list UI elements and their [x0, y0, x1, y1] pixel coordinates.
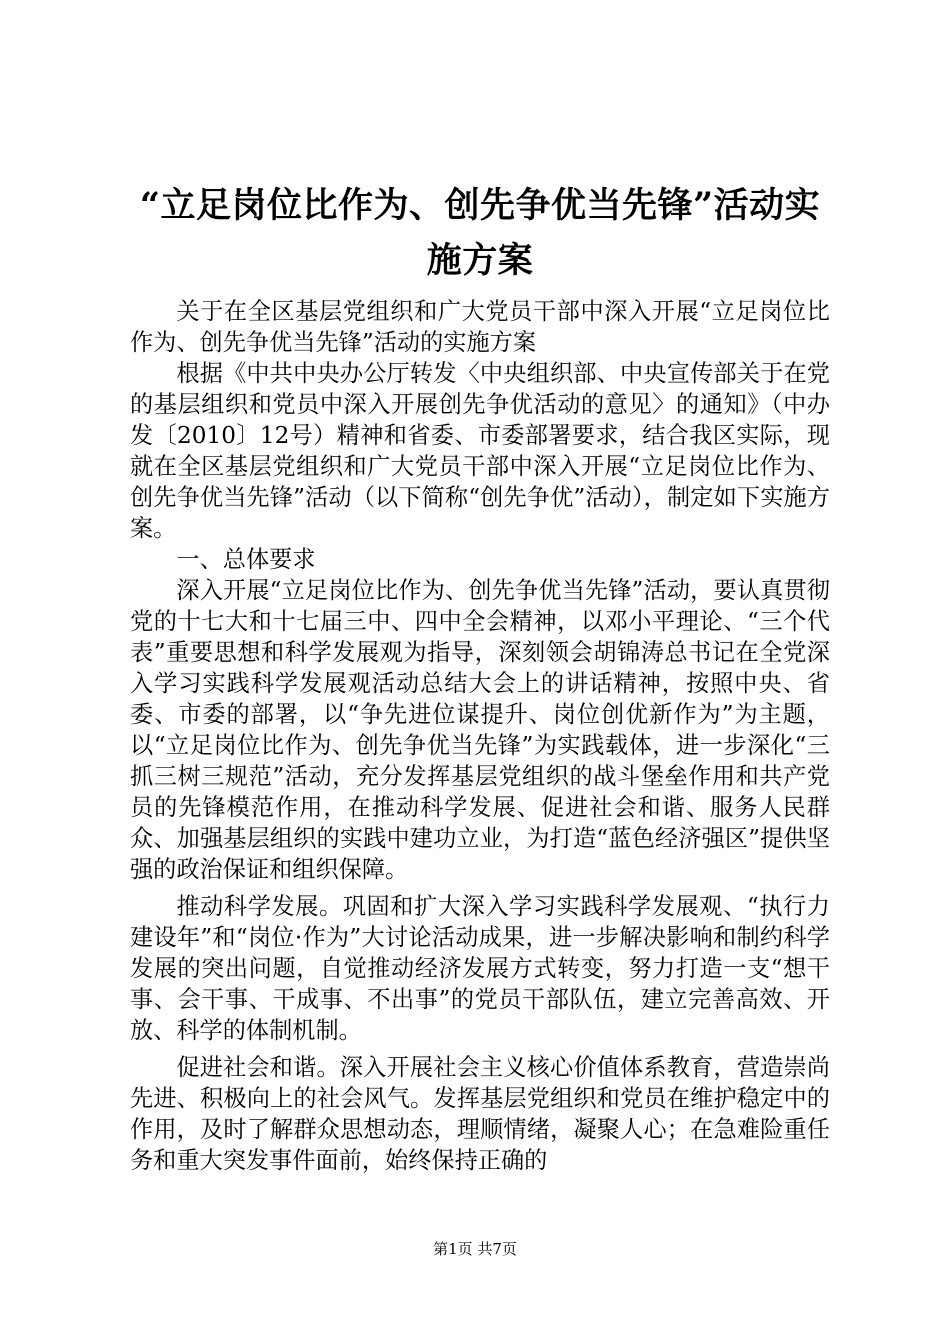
- document-body: [130, 296, 830, 1176]
- paragraph-basis: 根据《中共中央办公厅转发〈中央组织部、中央宣传部关于在党的基层组织和党员中深入开展创先争优活动的意见〉的通知》（中办发〔2010〕12号）精神和省委、市委部署要求，结合我区实际，现就在全区基层党组织和广大党员干部中深入开展“立足岗位比作为、创先争优当先锋”活动（以下简称“创先争优”活动），制定如下实施方案。: [130, 360, 830, 542]
- paragraph-general-requirements: 深入开展“立足岗位比作为、创先争优当先锋”活动，要认真贯彻党的十七大和十七届三中、四中全会精神，以邓小平理论、“三个代表”重要思想和科学发展观为指导，深刻领会胡锦涛总书记在全党深入学习实践科学发展观活动总结大会上的讲话精神，按照中央、省委、市委的部署，以“争先进位谋提升、岗位创优新作为”为主题，以“立足岗位比作为、创先争优当先锋”为实践载体，进一步深化“三抓三树三规范”活动，充分发挥基层党组织的战斗堡垒作用和共产党员的先锋模范作用，在推动科学发展、促进社会和谐、服务人民群众、加强基层组织的实践中建功立业，为打造“蓝色经济强区”提供坚强的政治保证和组织保障。: [130, 577, 830, 883]
- paragraph-promote-harmony: 促进社会和谐。深入开展社会主义核心价值体系教育，营造崇尚先进、积极向上的社会风气。发挥基层党组织和党员在维护稳定中的作用，及时了解群众思想动态，理顺情绪，凝聚人心；在急难险重任务和重大突发事件面前，始终保持正确的: [130, 1054, 830, 1174]
- page-number-footer: 第1页 共7页: [433, 1240, 517, 1258]
- section-heading: 一、总体要求: [176, 546, 316, 573]
- document-title: “立足岗位比作为、创先争优当先锋”活动实施方案: [139, 185, 821, 281]
- paragraph-heading-line: 关于在全区基层党组织和广大党员干部中深入开展“立足岗位比作为、创先争优当先锋”活动的实施方案: [130, 298, 830, 356]
- paragraph-promote-development: 推动科学发展。巩固和扩大深入学习实践科学发展观、“执行力建设年”和“岗位·作为”大讨论活动成果，进一步解决影响和制约科学发展的突出问题，自觉推动经济发展方式转变，努力打造一支“想干事、会干事、干成事、不出事”的党员干部队伍，建立完善高效、开放、科学的体制机制。: [130, 893, 830, 1044]
